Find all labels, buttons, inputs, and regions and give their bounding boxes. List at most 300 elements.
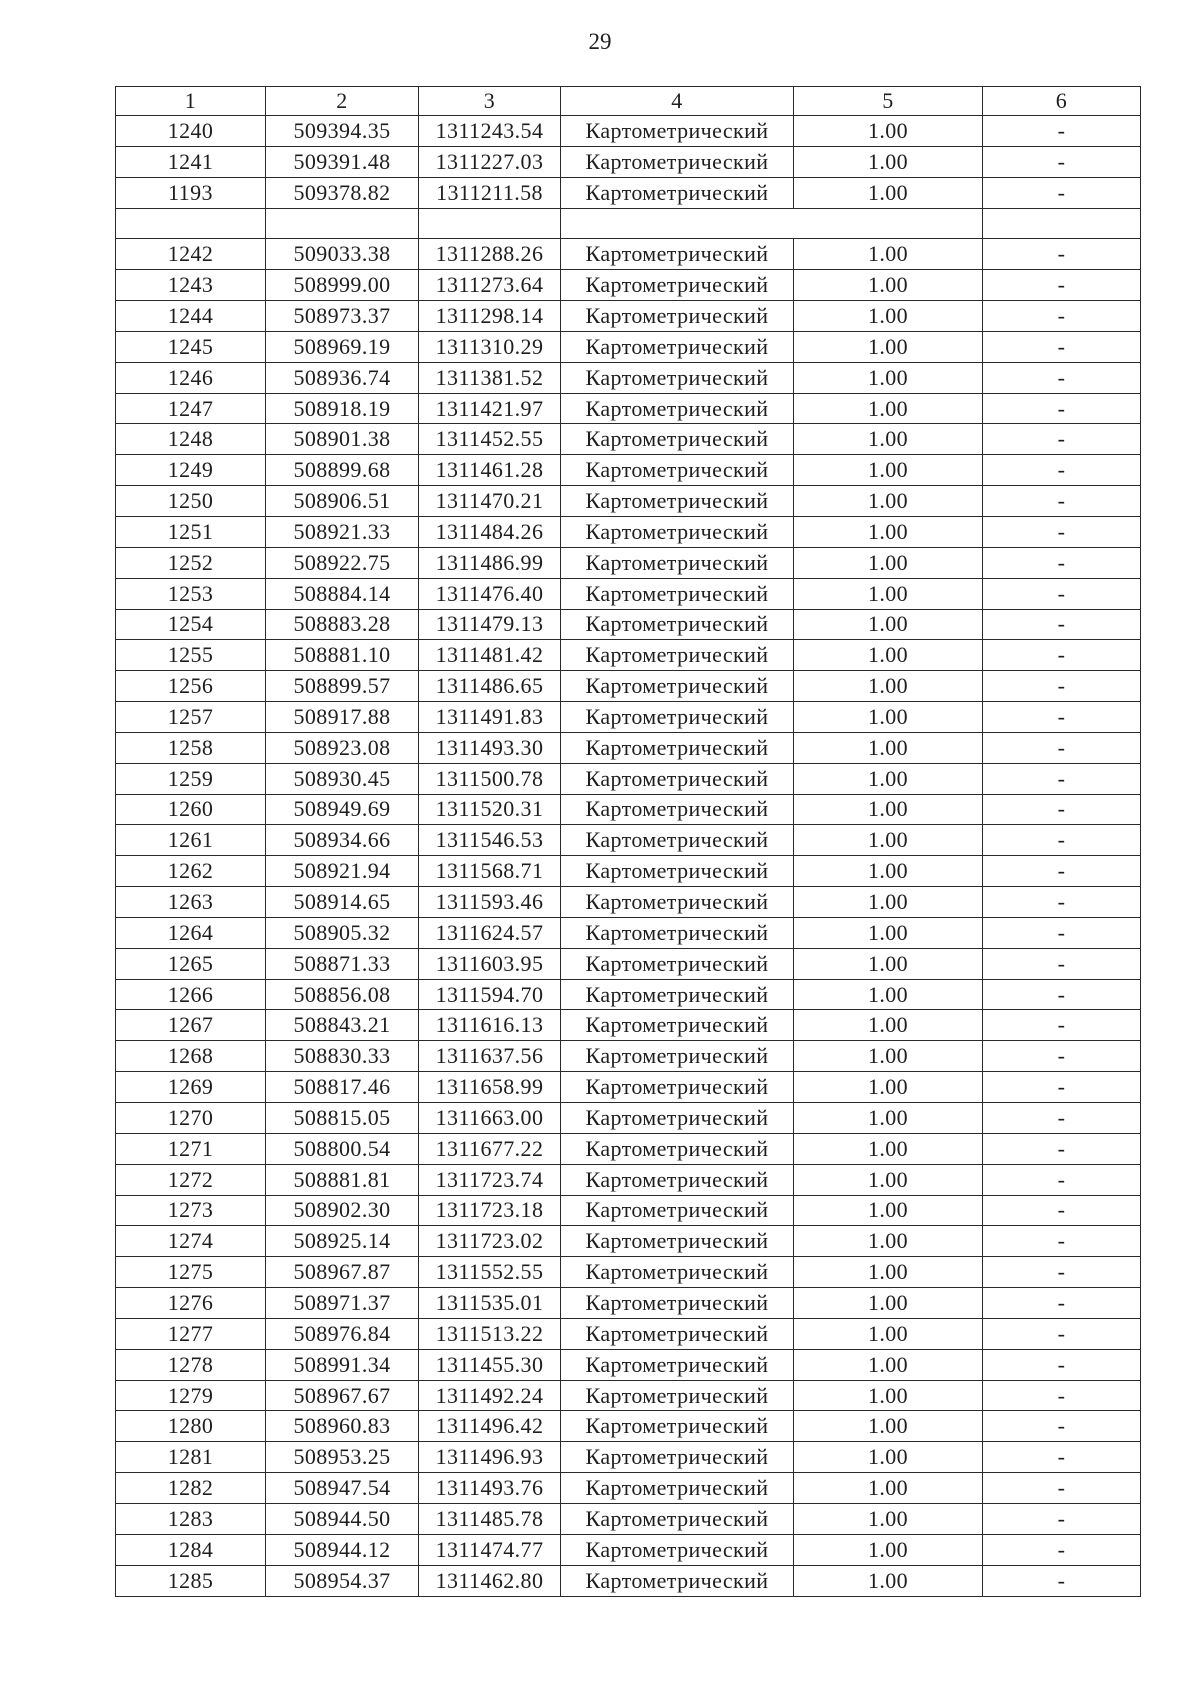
header-cell-2: 2 — [266, 87, 419, 116]
note-cell: - — [983, 455, 1141, 486]
method-cell: Картометрический — [561, 146, 794, 177]
coord-x-cell: 508901.38 — [266, 424, 419, 455]
table-header — [116, 87, 1141, 116]
coord-y-cell: 1311637.56 — [419, 1041, 561, 1072]
note-cell: - — [983, 578, 1141, 609]
method-cell: Картометрический — [561, 1257, 794, 1288]
point-number-cell: 1285 — [116, 1565, 266, 1596]
coord-y-cell: 1311723.02 — [419, 1226, 561, 1257]
point-number-cell: 1253 — [116, 578, 266, 609]
method-cell: Картометрический — [561, 1442, 794, 1473]
method-cell: Картометрический — [561, 1195, 794, 1226]
coord-y-cell: 1311298.14 — [419, 301, 561, 332]
coord-x-cell: 508871.33 — [266, 948, 419, 979]
precision-cell: 1.00 — [794, 671, 983, 702]
note-cell: - — [983, 1473, 1141, 1504]
precision-cell: 1.00 — [794, 1010, 983, 1041]
point-number-cell: 1263 — [116, 887, 266, 918]
point-number-cell: 1248 — [116, 424, 266, 455]
coord-y-cell: 1311492.24 — [419, 1380, 561, 1411]
note-cell: - — [983, 424, 1141, 455]
method-cell: Картометрический — [561, 455, 794, 486]
method-cell: Картометрический — [561, 856, 794, 887]
point-number-cell: 1273 — [116, 1195, 266, 1226]
coord-x-cell: 508923.08 — [266, 732, 419, 763]
precision-cell: 1.00 — [794, 732, 983, 763]
coord-x-cell: 508815.05 — [266, 1103, 419, 1134]
note-cell: - — [983, 763, 1141, 794]
point-number-cell: 1274 — [116, 1226, 266, 1257]
coord-x-cell: 508917.88 — [266, 702, 419, 733]
coord-x-cell: 508830.33 — [266, 1041, 419, 1072]
note-cell: - — [983, 825, 1141, 856]
coord-y-cell: 1311520.31 — [419, 794, 561, 825]
point-number-cell: 1260 — [116, 794, 266, 825]
coord-x-cell: 508934.66 — [266, 825, 419, 856]
coord-x-cell: 508976.84 — [266, 1318, 419, 1349]
table-row — [116, 116, 1141, 147]
coord-y-cell: 1311227.03 — [419, 146, 561, 177]
method-cell: Картометрический — [561, 609, 794, 640]
table-row — [116, 239, 1141, 270]
table-row — [116, 1534, 1141, 1565]
point-number-cell: 1278 — [116, 1349, 266, 1380]
precision-cell: 1.00 — [794, 116, 983, 147]
coord-y-cell: 1311616.13 — [419, 1010, 561, 1041]
table-row — [116, 732, 1141, 763]
note-cell: - — [983, 1072, 1141, 1103]
coord-x-cell: 508921.33 — [266, 516, 419, 547]
method-cell: Картометрический — [561, 825, 794, 856]
table-row — [116, 331, 1141, 362]
coord-y-cell: 1311568.71 — [419, 856, 561, 887]
coord-x-cell: 508954.37 — [266, 1565, 419, 1596]
method-cell: Картометрический — [561, 1164, 794, 1195]
point-number-cell: 1269 — [116, 1072, 266, 1103]
precision-cell: 1.00 — [794, 640, 983, 671]
coord-x-cell: 508881.10 — [266, 640, 419, 671]
note-cell: - — [983, 702, 1141, 733]
precision-cell: 1.00 — [794, 1349, 983, 1380]
table-row — [116, 1072, 1141, 1103]
table-row — [116, 856, 1141, 887]
coord-y-cell: 1311470.21 — [419, 486, 561, 517]
note-cell: - — [983, 1010, 1141, 1041]
method-cell: Картометрический — [561, 1318, 794, 1349]
method-cell: Картометрический — [561, 732, 794, 763]
table-row — [116, 1010, 1141, 1041]
method-cell: Картометрический — [561, 979, 794, 1010]
coord-x-cell: 508884.14 — [266, 578, 419, 609]
coord-y-cell: 1311593.46 — [419, 887, 561, 918]
precision-cell: 1.00 — [794, 948, 983, 979]
note-cell: - — [983, 362, 1141, 393]
point-number-cell: 1265 — [116, 948, 266, 979]
precision-cell: 1.00 — [794, 1195, 983, 1226]
point-number-cell: 1245 — [116, 331, 266, 362]
precision-cell: 1.00 — [794, 1473, 983, 1504]
header-cell-4: 4 — [561, 87, 794, 116]
coord-y-cell: 1311484.26 — [419, 516, 561, 547]
point-number-cell: 1242 — [116, 239, 266, 270]
method-cell: Картометрический — [561, 1565, 794, 1596]
point-number-cell: 1283 — [116, 1503, 266, 1534]
header-cell-1: 1 — [116, 87, 266, 116]
method-cell: Картометрический — [561, 270, 794, 301]
precision-cell: 1.00 — [794, 609, 983, 640]
method-cell: Картометрический — [561, 794, 794, 825]
method-cell: Картометрический — [561, 331, 794, 362]
coord-x-cell: 508925.14 — [266, 1226, 419, 1257]
coord-x-cell: 508953.25 — [266, 1442, 419, 1473]
coord-y-cell: 1311452.55 — [419, 424, 561, 455]
header-cell-3: 3 — [419, 87, 561, 116]
method-cell: Картометрический — [561, 424, 794, 455]
table-row — [116, 301, 1141, 332]
coord-x-cell: 508944.50 — [266, 1503, 419, 1534]
table-row — [116, 1442, 1141, 1473]
note-cell: - — [983, 270, 1141, 301]
precision-cell: 1.00 — [794, 146, 983, 177]
coord-y-cell — [419, 208, 561, 239]
note-cell: - — [983, 948, 1141, 979]
coord-x-cell: 508843.21 — [266, 1010, 419, 1041]
point-number-cell: 1266 — [116, 979, 266, 1010]
table-row — [116, 455, 1141, 486]
point-number-cell: 1255 — [116, 640, 266, 671]
coord-x-cell: 508947.54 — [266, 1473, 419, 1504]
point-number-cell: 1243 — [116, 270, 266, 301]
precision-cell: 1.00 — [794, 917, 983, 948]
method-cell: Картометрический — [561, 702, 794, 733]
table-row — [116, 917, 1141, 948]
precision-cell: 1.00 — [794, 516, 983, 547]
point-number-cell: 1281 — [116, 1442, 266, 1473]
note-cell: - — [983, 393, 1141, 424]
coord-x-cell: 508918.19 — [266, 393, 419, 424]
table-row — [116, 1318, 1141, 1349]
method-cell: Картометрический — [561, 393, 794, 424]
method-cell: Картометрический — [561, 1349, 794, 1380]
note-cell: - — [983, 331, 1141, 362]
point-number-cell: 1268 — [116, 1041, 266, 1072]
note-cell: - — [983, 1288, 1141, 1319]
table-row — [116, 1103, 1141, 1134]
note-cell: - — [983, 640, 1141, 671]
precision-cell: 1.00 — [794, 301, 983, 332]
coord-x-cell: 508905.32 — [266, 917, 419, 948]
table-row — [116, 1226, 1141, 1257]
table-row — [116, 578, 1141, 609]
coord-y-cell: 1311500.78 — [419, 763, 561, 794]
coord-x-cell: 508883.28 — [266, 609, 419, 640]
precision-cell: 1.00 — [794, 1257, 983, 1288]
point-number-cell: 1272 — [116, 1164, 266, 1195]
table-body — [116, 116, 1141, 1597]
point-number-cell: 1261 — [116, 825, 266, 856]
point-number-cell: 1250 — [116, 486, 266, 517]
table-row — [116, 794, 1141, 825]
coord-x-cell: 508973.37 — [266, 301, 419, 332]
method-cell: Картометрический — [561, 763, 794, 794]
point-number-cell: 1279 — [116, 1380, 266, 1411]
note-cell: - — [983, 516, 1141, 547]
blank-row — [116, 208, 1141, 239]
table-row — [116, 1380, 1141, 1411]
table-row — [116, 1349, 1141, 1380]
method-cell: Картометрический — [561, 640, 794, 671]
precision-cell: 1.00 — [794, 1380, 983, 1411]
table-row — [116, 177, 1141, 208]
page-number: 29 — [588, 29, 612, 54]
precision-cell: 1.00 — [794, 856, 983, 887]
point-number-cell: 1252 — [116, 547, 266, 578]
precision-cell: 1.00 — [794, 393, 983, 424]
note-cell: - — [983, 1041, 1141, 1072]
coord-x-cell: 508899.68 — [266, 455, 419, 486]
note-cell: - — [983, 1349, 1141, 1380]
note-cell: - — [983, 116, 1141, 147]
table-row — [116, 887, 1141, 918]
coord-x-cell — [266, 208, 419, 239]
precision-cell: 1.00 — [794, 1534, 983, 1565]
precision-cell: 1.00 — [794, 1442, 983, 1473]
note-cell: - — [983, 1195, 1141, 1226]
method-cell: Картометрический — [561, 1010, 794, 1041]
coord-y-cell: 1311455.30 — [419, 1349, 561, 1380]
point-number-cell: 1244 — [116, 301, 266, 332]
precision-cell: 1.00 — [794, 794, 983, 825]
table-row — [116, 270, 1141, 301]
table-row — [116, 486, 1141, 517]
precision-cell: 1.00 — [794, 702, 983, 733]
point-number-cell — [116, 208, 266, 239]
table-row — [116, 640, 1141, 671]
table-row — [116, 1164, 1141, 1195]
header-cell-5: 5 — [794, 87, 983, 116]
coord-x-cell: 508936.74 — [266, 362, 419, 393]
point-number-cell: 1257 — [116, 702, 266, 733]
note-cell: - — [983, 917, 1141, 948]
precision-cell: 1.00 — [794, 1411, 983, 1442]
note-cell: - — [983, 732, 1141, 763]
note-cell: - — [983, 1534, 1141, 1565]
point-number-cell: 1241 — [116, 146, 266, 177]
table-row — [116, 393, 1141, 424]
precision-cell: 1.00 — [794, 1164, 983, 1195]
method-cell: Картометрический — [561, 671, 794, 702]
precision-cell: 1.00 — [794, 1072, 983, 1103]
coord-x-cell: 508967.87 — [266, 1257, 419, 1288]
precision-cell: 1.00 — [794, 1318, 983, 1349]
precision-cell: 1.00 — [794, 239, 983, 270]
precision-cell: 1.00 — [794, 424, 983, 455]
note-cell: - — [983, 1318, 1141, 1349]
coord-x-cell: 508971.37 — [266, 1288, 419, 1319]
point-number-cell: 1284 — [116, 1534, 266, 1565]
method-cell — [561, 208, 983, 239]
note-cell: - — [983, 1133, 1141, 1164]
method-cell: Картометрический — [561, 301, 794, 332]
coord-y-cell: 1311461.28 — [419, 455, 561, 486]
note-cell: - — [983, 1565, 1141, 1596]
coord-y-cell: 1311496.42 — [419, 1411, 561, 1442]
point-number-cell: 1240 — [116, 116, 266, 147]
coord-y-cell: 1311723.18 — [419, 1195, 561, 1226]
note-cell: - — [983, 1411, 1141, 1442]
coord-y-cell: 1311474.77 — [419, 1534, 561, 1565]
coord-x-cell: 508999.00 — [266, 270, 419, 301]
point-number-cell: 1276 — [116, 1288, 266, 1319]
precision-cell: 1.00 — [794, 362, 983, 393]
table-row — [116, 609, 1141, 640]
point-number-cell: 1271 — [116, 1133, 266, 1164]
coord-x-cell: 508914.65 — [266, 887, 419, 918]
coord-x-cell: 508969.19 — [266, 331, 419, 362]
note-cell: - — [983, 856, 1141, 887]
point-number-cell: 1249 — [116, 455, 266, 486]
coord-y-cell: 1311658.99 — [419, 1072, 561, 1103]
table-row — [116, 1133, 1141, 1164]
table-row — [116, 825, 1141, 856]
precision-cell: 1.00 — [794, 1103, 983, 1134]
table-row — [116, 763, 1141, 794]
coord-y-cell: 1311496.93 — [419, 1442, 561, 1473]
method-cell: Картометрический — [561, 1534, 794, 1565]
coord-x-cell: 508991.34 — [266, 1349, 419, 1380]
coord-x-cell: 509378.82 — [266, 177, 419, 208]
coord-x-cell: 508921.94 — [266, 856, 419, 887]
method-cell: Картометрический — [561, 1041, 794, 1072]
point-number-cell: 1270 — [116, 1103, 266, 1134]
coord-y-cell: 1311535.01 — [419, 1288, 561, 1319]
method-cell: Картометрический — [561, 1072, 794, 1103]
header-row — [116, 87, 1141, 116]
precision-cell: 1.00 — [794, 1503, 983, 1534]
table-row — [116, 1411, 1141, 1442]
method-cell: Картометрический — [561, 177, 794, 208]
note-cell: - — [983, 1226, 1141, 1257]
point-number-cell: 1267 — [116, 1010, 266, 1041]
coord-y-cell: 1311624.57 — [419, 917, 561, 948]
table-row — [116, 516, 1141, 547]
method-cell: Картометрический — [561, 1288, 794, 1319]
coord-y-cell: 1311421.97 — [419, 393, 561, 424]
point-number-cell: 1264 — [116, 917, 266, 948]
point-number-cell: 1246 — [116, 362, 266, 393]
coord-y-cell: 1311594.70 — [419, 979, 561, 1010]
table-row — [116, 1565, 1141, 1596]
coord-x-cell: 509391.48 — [266, 146, 419, 177]
table-row — [116, 1257, 1141, 1288]
table-row — [116, 1473, 1141, 1504]
table-row — [116, 979, 1141, 1010]
point-number-cell: 1262 — [116, 856, 266, 887]
note-cell: - — [983, 1503, 1141, 1534]
table-row — [116, 1041, 1141, 1072]
precision-cell: 1.00 — [794, 1565, 983, 1596]
method-cell: Картометрический — [561, 1103, 794, 1134]
precision-cell: 1.00 — [794, 1041, 983, 1072]
method-cell: Картометрический — [561, 239, 794, 270]
coord-y-cell: 1311491.83 — [419, 702, 561, 733]
point-number-cell: 1280 — [116, 1411, 266, 1442]
note-cell: - — [983, 547, 1141, 578]
coord-y-cell: 1311288.26 — [419, 239, 561, 270]
coord-y-cell: 1311479.13 — [419, 609, 561, 640]
note-cell: - — [983, 887, 1141, 918]
note-cell: - — [983, 301, 1141, 332]
coord-y-cell: 1311663.00 — [419, 1103, 561, 1134]
precision-cell: 1.00 — [794, 1288, 983, 1319]
coord-y-cell: 1311485.78 — [419, 1503, 561, 1534]
note-cell: - — [983, 1380, 1141, 1411]
note-cell: - — [983, 794, 1141, 825]
coord-y-cell: 1311603.95 — [419, 948, 561, 979]
table-row — [116, 146, 1141, 177]
note-cell — [983, 208, 1141, 239]
precision-cell: 1.00 — [794, 547, 983, 578]
precision-cell: 1.00 — [794, 177, 983, 208]
table-row — [116, 1503, 1141, 1534]
table-row — [116, 948, 1141, 979]
table-row — [116, 547, 1141, 578]
note-cell: - — [983, 239, 1141, 270]
point-number-cell: 1275 — [116, 1257, 266, 1288]
table-row — [116, 1195, 1141, 1226]
coord-y-cell: 1311211.58 — [419, 177, 561, 208]
coordinates-table — [115, 86, 1141, 1597]
table-row — [116, 1288, 1141, 1319]
table-row — [116, 362, 1141, 393]
coord-x-cell: 508949.69 — [266, 794, 419, 825]
coord-x-cell: 508856.08 — [266, 979, 419, 1010]
point-number-cell: 1258 — [116, 732, 266, 763]
coord-x-cell: 508967.67 — [266, 1380, 419, 1411]
coord-x-cell: 508944.12 — [266, 1534, 419, 1565]
coord-y-cell: 1311462.80 — [419, 1565, 561, 1596]
coord-y-cell: 1311481.42 — [419, 640, 561, 671]
point-number-cell: 1277 — [116, 1318, 266, 1349]
coord-y-cell: 1311493.76 — [419, 1473, 561, 1504]
coord-y-cell: 1311486.99 — [419, 547, 561, 578]
method-cell: Картометрический — [561, 887, 794, 918]
note-cell: - — [983, 1103, 1141, 1134]
method-cell: Картометрический — [561, 1411, 794, 1442]
method-cell: Картометрический — [561, 362, 794, 393]
coord-y-cell: 1311381.52 — [419, 362, 561, 393]
table-row — [116, 702, 1141, 733]
coord-y-cell: 1311723.74 — [419, 1164, 561, 1195]
precision-cell: 1.00 — [794, 1133, 983, 1164]
coord-x-cell: 508899.57 — [266, 671, 419, 702]
method-cell: Картометрический — [561, 1380, 794, 1411]
point-number-cell: 1259 — [116, 763, 266, 794]
note-cell: - — [983, 486, 1141, 517]
coord-x-cell: 508902.30 — [266, 1195, 419, 1226]
precision-cell: 1.00 — [794, 578, 983, 609]
table-row — [116, 671, 1141, 702]
precision-cell: 1.00 — [794, 825, 983, 856]
note-cell: - — [983, 146, 1141, 177]
point-number-cell: 1251 — [116, 516, 266, 547]
point-number-cell: 1282 — [116, 1473, 266, 1504]
precision-cell: 1.00 — [794, 763, 983, 794]
coord-y-cell: 1311486.65 — [419, 671, 561, 702]
method-cell: Картометрический — [561, 1133, 794, 1164]
method-cell: Картометрический — [561, 486, 794, 517]
coord-x-cell: 508922.75 — [266, 547, 419, 578]
